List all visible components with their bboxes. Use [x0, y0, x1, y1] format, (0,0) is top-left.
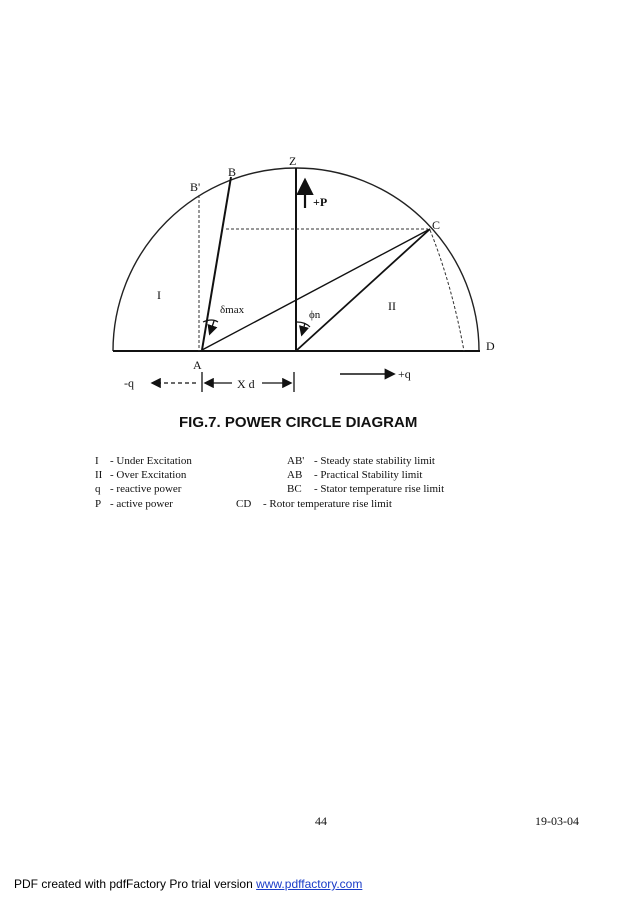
minus-q-label: -q — [124, 376, 134, 390]
legend-desc: - Rotor temperature rise limit — [263, 498, 392, 510]
legend-key: q — [95, 483, 101, 495]
point-b-label: B — [228, 165, 237, 179]
legend-key: AB' — [287, 455, 305, 467]
legend-left — [95, 455, 192, 510]
point-a-label: A — [193, 358, 202, 372]
delta-max-label: δmax — [220, 304, 245, 316]
figure-title: FIG.7. POWER CIRCLE DIAGRAM — [179, 414, 418, 431]
delta-max-angle-arc — [203, 320, 218, 322]
legend-desc: - Stator temperature rise limit — [314, 483, 445, 495]
delta-max-arrow — [210, 321, 214, 333]
xd-label: Xd — [237, 377, 258, 391]
phi-n-label: ϕn — [309, 309, 321, 321]
point-d-label: D — [486, 339, 495, 353]
point-c-label: C — [432, 218, 441, 232]
legend-desc: - Under Excitation — [110, 455, 192, 467]
legend-key: AB — [287, 469, 303, 481]
legend-desc: - reactive power — [110, 483, 182, 495]
legend-desc: - active power — [110, 498, 173, 510]
region-over-excitation-label: II — [388, 299, 396, 313]
footer-text: PDF created with pdfFactory Pro trial version — [14, 877, 257, 891]
region-under-excitation-label: I — [157, 288, 161, 302]
line-ab — [202, 177, 231, 350]
legend-key: BC — [287, 483, 302, 495]
legend-desc: - Over Excitation — [110, 469, 187, 481]
point-z-label: Z — [289, 154, 297, 168]
plus-q-label: +q — [398, 367, 411, 381]
plus-p-label: +P — [313, 195, 328, 209]
legend-right — [236, 455, 444, 510]
pdf-footer — [14, 877, 362, 891]
legend-key: P — [95, 498, 102, 510]
page-date: 19-03-04 — [535, 814, 579, 828]
legend-key: CD — [236, 498, 252, 510]
page-number: 44 — [315, 814, 327, 828]
point-b-prime-label: B' — [190, 180, 201, 194]
legend-desc: - Practical Stability limit — [314, 469, 423, 481]
legend-key: I — [95, 455, 99, 467]
phi-n-arrow — [302, 323, 305, 334]
legend-key: II — [95, 469, 103, 481]
legend-desc: - Steady state stability limit — [314, 455, 435, 467]
footer-link[interactable]: www.pdffactory.com — [256, 877, 363, 891]
